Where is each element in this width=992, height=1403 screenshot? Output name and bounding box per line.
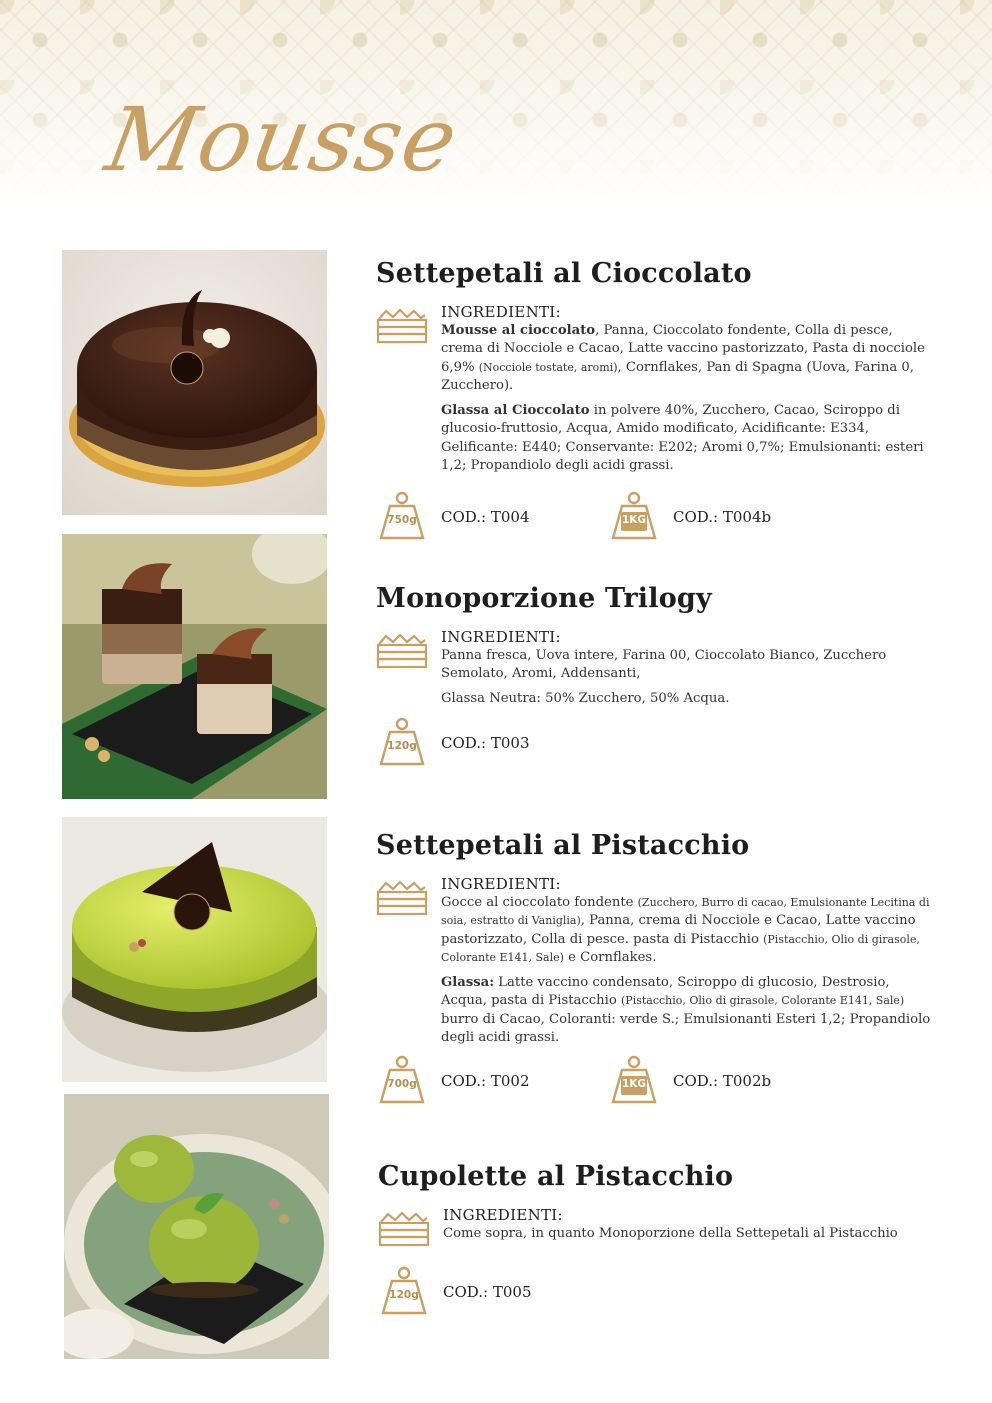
product-photo-settepetali-pistacchio — [62, 817, 327, 1082]
product-code: COD.: T002b — [673, 1071, 772, 1090]
weight-label: 1KG — [621, 1077, 647, 1090]
page-title: Mousse — [99, 88, 466, 191]
product-name: Cupolette al Pistacchio — [378, 1161, 734, 1192]
glaze-paragraph: Glassa Neutra: 50% Zucchero, 50% Acqua. — [441, 690, 730, 706]
product-name: Settepetali al Cioccolato — [376, 258, 752, 289]
weight-label: 120g — [387, 740, 417, 753]
product-photo-cupolette-pistacchio — [64, 1094, 329, 1359]
glaze-paragraph — [441, 402, 936, 476]
product-monoporzione-trilogy — [376, 583, 936, 768]
weight-icon — [378, 1265, 430, 1317]
product-codes — [376, 716, 936, 768]
ingredient-note: (Nocciole tostate, aromi) — [478, 360, 618, 374]
ingredient-highlight: Glassa al Cioccolato — [441, 402, 590, 418]
weight-label: 120g — [389, 1289, 419, 1302]
ingredient-text: e Cornflakes. — [563, 950, 657, 966]
product-code: COD.: T005 — [443, 1283, 532, 1302]
weight-label: 1KG — [621, 513, 647, 526]
ingredient-text: Latte vaccino condensato, Sciroppo di glucosio, Destrosio, Acqua, pasta di Pistacchio — [441, 974, 890, 1009]
product-codes — [376, 1054, 936, 1106]
ingredients-paragraph: Panna fresca, Uova intere, Farina 00, Cioccolato Bianco, Zucchero Semolato, Aromi, Addensanti, — [441, 647, 887, 682]
glaze-paragraph — [441, 974, 936, 1048]
ingredient-highlight: Mousse al cioccolato — [441, 322, 596, 338]
ingredients-paragraph: Come sopra, in quanto Monoporzione della Settepetali al Pistacchio — [443, 1225, 898, 1241]
ingredient-text: , Panna, crema di Nocciole e Cacao, Latte vaccino pastorizzato, Colla di pesce. pasta di Pistacchio — [441, 913, 916, 947]
cake-icon — [376, 305, 428, 345]
ingredient-text: burro di Cacao, Coloranti: verde S.; Emulsionanti Esteri 1,2; Propandiolo degli acidi grassi. — [441, 1011, 931, 1046]
ingredients-block — [378, 1206, 938, 1243]
cake-icon — [378, 1208, 430, 1248]
weight-icon — [608, 1054, 660, 1106]
cake-icon — [376, 630, 428, 670]
product-codes — [376, 490, 936, 542]
ingredient-highlight: Glassa: — [441, 974, 495, 990]
ingredients-heading: INGREDIENTI: — [441, 303, 561, 322]
ingredients-paragraph — [441, 322, 936, 396]
product-code: COD.: T004 — [441, 507, 530, 526]
ingredient-note: (Pistacchio, Olio di girasole, Colorante E141, Sale) — [441, 932, 920, 965]
product-photo-monoporzione-trilogy — [62, 534, 327, 799]
ingredient-text: Gocce al cioccolato fondente — [441, 894, 638, 910]
weight-icon — [376, 1054, 428, 1106]
ingredient-text: , Panna, Cioccolato fondente, Colla di pesce, crema di Nocciole e Cacao, Latte vaccino pastorizzato, Pasta di nocciole 6,9% — [441, 322, 925, 375]
ingredients-paragraph — [441, 894, 936, 968]
ingredients-block — [376, 628, 936, 708]
ingredients-block — [376, 875, 936, 1048]
ingredient-note: (Zucchero, Burro di cacao, Emulsionante Lecitina di soia, estratto di Vaniglia) — [441, 895, 930, 928]
product-codes — [378, 1265, 938, 1317]
weight-icon — [376, 490, 428, 542]
product-name: Settepetali al Pistacchio — [376, 830, 750, 861]
weight-icon — [608, 490, 660, 542]
ingredients-heading: INGREDIENTI: — [441, 875, 561, 894]
product-code: COD.: T004b — [673, 507, 772, 526]
ingredient-text: , Cornflakes, Pan di Spagna (Uova, Farina 0, Zucchero). — [441, 359, 914, 394]
ingredients-block — [376, 303, 936, 476]
product-cupolette-pistacchio — [378, 1161, 938, 1317]
product-name: Monoporzione Trilogy — [376, 583, 712, 614]
weight-label: 750g — [387, 513, 417, 526]
product-code: COD.: T002 — [441, 1071, 530, 1090]
ingredient-note: (Pistacchio, Olio di girasole, Colorante E141, Sale) — [621, 994, 905, 1008]
product-settepetali-cioccolato — [376, 258, 936, 542]
weight-label: 700g — [387, 1077, 417, 1090]
ingredient-text: in polvere 40%, Zucchero, Cacao, Sciroppo di glucosio-fruttosio, Acqua, Amido modificato, Acidificante: E334, Gelificante: E440; Conservante: E202; Aromi 0,7%; Emulsionanti: esteri 1,2; Propandiolo degli acidi grassi. — [441, 402, 924, 474]
product-photo-settepetali-cioccolato — [62, 250, 327, 515]
product-settepetali-pistacchio — [376, 830, 936, 1106]
product-code: COD.: T003 — [441, 734, 530, 753]
ingredients-heading: INGREDIENTI: — [443, 1206, 563, 1225]
weight-icon — [376, 716, 428, 768]
ingredients-heading: INGREDIENTI: — [441, 628, 561, 647]
cake-icon — [376, 877, 428, 917]
